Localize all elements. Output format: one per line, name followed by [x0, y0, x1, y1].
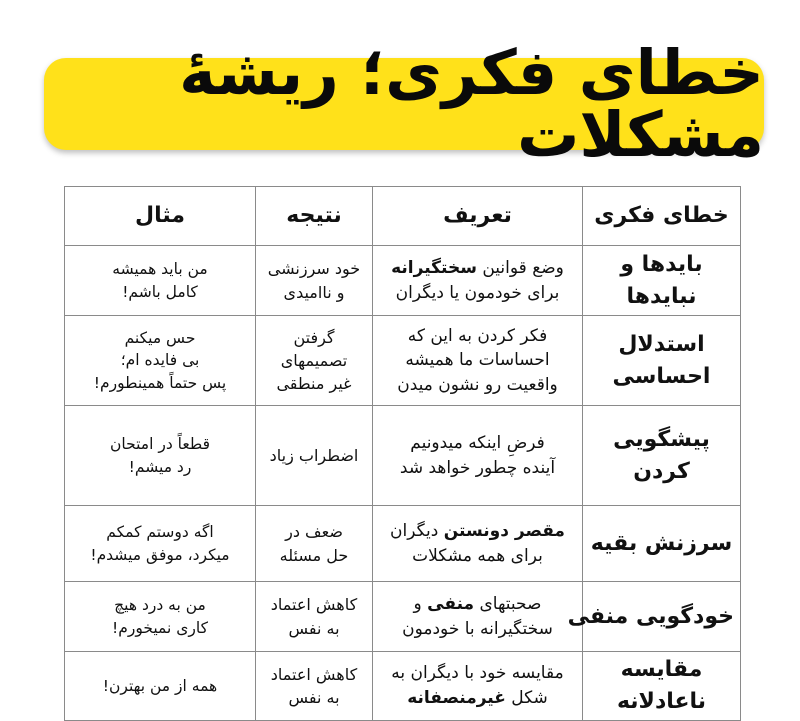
header-definition: تعریف: [373, 187, 583, 246]
cell-definition: وضع قوانین سختگیرانه برای خودمون یا دیگران: [373, 246, 583, 316]
cell-definition: فکر کردن به این که احساسات ما همیشه واقعیت رو نشون میدن: [373, 316, 583, 406]
table-row: [65, 582, 741, 652]
page-title: خطای فکری؛ ریشهٔ مشکلات: [179, 36, 764, 171]
header-row: [65, 187, 741, 246]
cell-example: من به درد هیچ کاری نمیخورم!: [65, 582, 256, 652]
cell-example: قطعاً در امتحان رد میشم!: [65, 406, 256, 506]
cell-result: ضعف در حل مسئله: [256, 506, 373, 582]
cell-error: خودگویی منفی: [583, 582, 741, 652]
cell-definition: صحبتهای منفی و سختگیرانه با خودمون: [373, 582, 583, 652]
cell-result: گرفتن تصمیمهای غیر منطقی: [256, 316, 373, 406]
cell-result: کاهش اعتماد به نفس: [256, 582, 373, 652]
cell-example: حس میکنم بی فایده ام؛ پس حتماً همینطورم!: [65, 316, 256, 406]
cognitive-distortions-table: [64, 186, 741, 721]
cell-error: بایدها و نبایدها: [583, 246, 741, 316]
table-row: [65, 652, 741, 721]
table-row: [65, 506, 741, 582]
cell-result: کاهش اعتماد به نفس: [256, 652, 373, 721]
cell-definition: مقایسه خود با دیگران به شکل غیرمنصفانه: [373, 652, 583, 721]
cell-definition: فرضِ اینکه میدونیم آینده چطور خواهد شد: [373, 406, 583, 506]
cell-example: من باید همیشه کامل باشم!: [65, 246, 256, 316]
cell-error: سرزنش بقیه: [583, 506, 741, 582]
cell-error: مقایسه ناعادلانه: [583, 652, 741, 721]
cell-result: اضطراب زیاد: [256, 406, 373, 506]
table-row: [65, 246, 741, 316]
cell-example: اگه دوستم کمکم میکرد، موفق میشدم!: [65, 506, 256, 582]
table-row: [65, 316, 741, 406]
cell-error: پیشگویی کردن: [583, 406, 741, 506]
header-example: مثال: [65, 187, 256, 246]
title-banner: [44, 36, 764, 171]
table-row: [65, 406, 741, 506]
header-result: نتیجه: [256, 187, 373, 246]
cell-error: استدلال احساسی: [583, 316, 741, 406]
cell-definition: مقصر دونستن دیگران برای همه مشکلات: [373, 506, 583, 582]
cell-result: خود سرزنشی و ناامیدی: [256, 246, 373, 316]
header-error: خطای فکری: [583, 187, 741, 246]
cell-example: همه از من بهترن!: [65, 652, 256, 721]
